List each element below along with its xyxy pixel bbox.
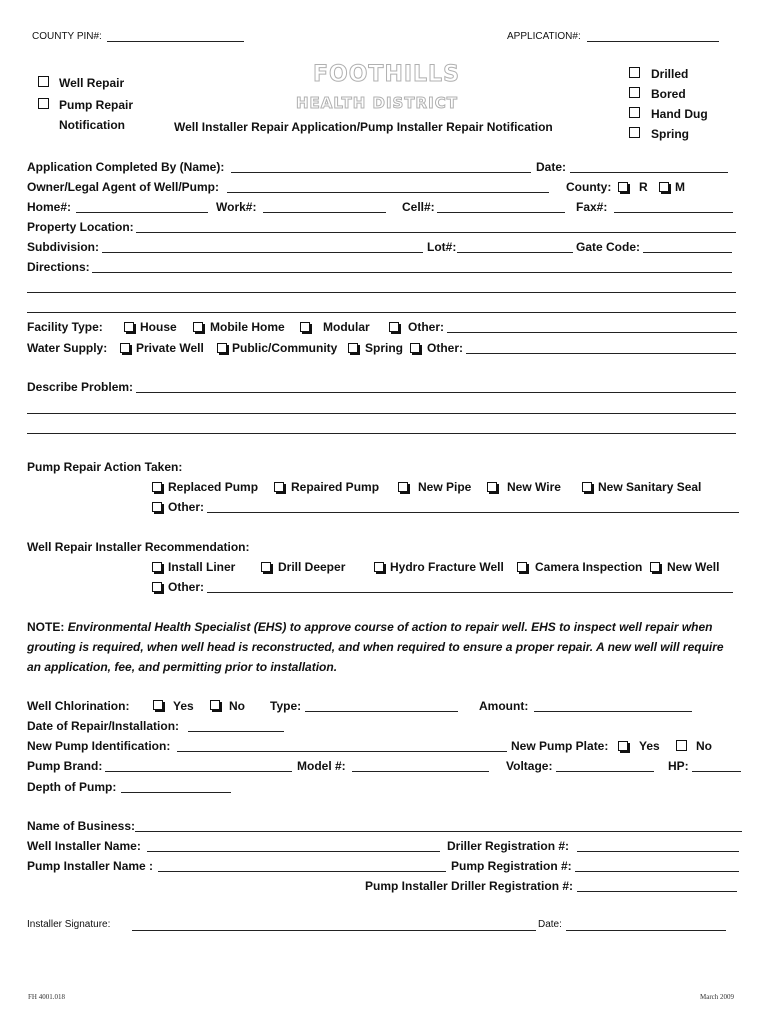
- chlorination-yes-checkbox[interactable]: [153, 700, 163, 710]
- signature-date-field[interactable]: [566, 930, 726, 931]
- county-pin-label: COUNTY PIN#:: [32, 31, 102, 42]
- public-community-label: Public/Community: [232, 341, 338, 355]
- form-title: Well Installer Repair Application/Pump Installer Repair Notification: [174, 120, 553, 134]
- well-recommendation-label: Well Repair Installer Recommendation:: [27, 540, 250, 554]
- model-label: Model #:: [297, 759, 346, 773]
- describe-problem-line-3[interactable]: [27, 433, 736, 434]
- repaired-pump-label: Repaired Pump: [291, 480, 380, 494]
- owner-field[interactable]: [227, 192, 549, 193]
- pump-installer-name-label: Pump Installer Name :: [27, 859, 154, 873]
- depth-of-pump-field[interactable]: [121, 792, 231, 793]
- well-chlorination-label: Well Chlorination:: [27, 699, 130, 713]
- house-label: House: [140, 320, 177, 334]
- camera-inspection-checkbox[interactable]: [517, 562, 527, 572]
- chlorination-amount-field[interactable]: [534, 711, 692, 712]
- pump-repair-checkbox[interactable]: [38, 98, 49, 109]
- install-liner-label: Install Liner: [168, 560, 236, 574]
- facility-type-label: Facility Type:: [27, 320, 103, 334]
- hp-field[interactable]: [692, 771, 741, 772]
- voltage-field[interactable]: [556, 771, 654, 772]
- new-pipe-label: New Pipe: [418, 480, 472, 494]
- hand-dug-label: Hand Dug: [651, 107, 708, 121]
- directions-line-3[interactable]: [27, 312, 736, 313]
- pump-plate-yes-checkbox[interactable]: [618, 741, 628, 751]
- water-other-field[interactable]: [466, 353, 736, 354]
- lot-label: Lot#:: [427, 240, 457, 254]
- well-rec-other-label: Other:: [168, 580, 204, 594]
- date-of-repair-label: Date of Repair/Installation:: [27, 719, 180, 733]
- pump-registration-field[interactable]: [575, 871, 739, 872]
- hand-dug-checkbox[interactable]: [629, 107, 640, 118]
- hydro-fracture-checkbox[interactable]: [374, 562, 384, 572]
- pump-plate-yes-label: Yes: [639, 739, 660, 753]
- facility-other-field[interactable]: [447, 332, 737, 333]
- health-district-logo: HEALTH DISTRICT: [296, 94, 458, 112]
- well-rec-other-field[interactable]: [207, 592, 733, 593]
- date-field[interactable]: [570, 172, 728, 173]
- pump-brand-field[interactable]: [105, 771, 292, 772]
- county-r-checkbox[interactable]: [618, 182, 628, 192]
- pump-repair-label: Pump Repair: [59, 98, 134, 112]
- drilled-checkbox[interactable]: [629, 67, 640, 78]
- gate-code-label: Gate Code:: [576, 240, 641, 254]
- cell-phone-label: Cell#:: [402, 200, 435, 214]
- private-well-label: Private Well: [136, 341, 204, 355]
- new-sanitary-seal-label: New Sanitary Seal: [598, 480, 702, 494]
- modular-label: Modular: [323, 320, 370, 334]
- new-sanitary-seal-checkbox[interactable]: [582, 482, 592, 492]
- directions-line-2[interactable]: [27, 292, 736, 293]
- owner-label: Owner/Legal Agent of Well/Pump:: [27, 180, 220, 194]
- install-liner-checkbox[interactable]: [152, 562, 162, 572]
- repaired-pump-checkbox[interactable]: [274, 482, 284, 492]
- chlorination-no-label: No: [229, 699, 245, 713]
- drilled-label: Drilled: [651, 67, 689, 81]
- application-number-label: APPLICATION#:: [507, 31, 581, 42]
- facility-other-label: Other:: [408, 320, 444, 334]
- replaced-pump-checkbox[interactable]: [152, 482, 162, 492]
- new-well-label: New Well: [667, 560, 720, 574]
- drill-deeper-label: Drill Deeper: [278, 560, 346, 574]
- drill-deeper-checkbox[interactable]: [261, 562, 271, 572]
- business-name-field[interactable]: [135, 831, 742, 832]
- pump-brand-label: Pump Brand:: [27, 759, 103, 773]
- water-spring-checkbox[interactable]: [348, 343, 358, 353]
- pump-installer-driller-registration-field[interactable]: [577, 891, 737, 892]
- cell-phone-field[interactable]: [437, 212, 565, 213]
- pump-action-other-checkbox[interactable]: [152, 502, 162, 512]
- property-location-label: Property Location:: [27, 220, 134, 234]
- house-checkbox[interactable]: [124, 322, 134, 332]
- hydro-fracture-label: Hydro Fracture Well: [390, 560, 504, 574]
- chlorination-type-label: Type:: [270, 699, 302, 713]
- public-community-checkbox[interactable]: [217, 343, 227, 353]
- facility-other-checkbox[interactable]: [389, 322, 399, 332]
- installer-signature-label: Installer Signature:: [27, 919, 111, 930]
- revision-date: March 2009: [700, 993, 735, 1001]
- home-phone-label: Home#:: [27, 200, 72, 214]
- describe-problem-field[interactable]: [136, 392, 736, 393]
- new-pipe-checkbox[interactable]: [398, 482, 408, 492]
- water-other-label: Other:: [427, 341, 463, 355]
- new-pump-id-label: New Pump Identification:: [27, 739, 171, 753]
- replaced-pump-label: Replaced Pump: [168, 480, 259, 494]
- work-phone-label: Work#:: [216, 200, 257, 214]
- hp-label: HP:: [668, 759, 689, 773]
- work-phone-field[interactable]: [263, 212, 386, 213]
- describe-problem-line-2[interactable]: [27, 413, 736, 414]
- lot-field[interactable]: [457, 252, 573, 253]
- mobile-home-checkbox[interactable]: [193, 322, 203, 332]
- bored-label: Bored: [651, 87, 686, 101]
- subdivision-label: Subdivision:: [27, 240, 99, 254]
- gate-code-field[interactable]: [643, 252, 732, 253]
- chlorination-type-field[interactable]: [305, 711, 458, 712]
- county-pin-field[interactable]: [107, 41, 244, 42]
- new-wire-label: New Wire: [507, 480, 561, 494]
- pump-plate-no-checkbox[interactable]: [676, 740, 687, 751]
- chlorination-yes-label: Yes: [173, 699, 194, 713]
- directions-field[interactable]: [92, 272, 732, 273]
- pump-action-label: Pump Repair Action Taken:: [27, 460, 183, 474]
- water-spring-label: Spring: [365, 341, 403, 355]
- mobile-home-label: Mobile Home: [210, 320, 285, 334]
- pump-action-other-label: Other:: [168, 500, 204, 514]
- completed-by-field[interactable]: [231, 172, 531, 173]
- business-name-label: Name of Business:: [27, 819, 136, 833]
- pump-action-other-field[interactable]: [207, 512, 739, 513]
- home-phone-field[interactable]: [76, 212, 208, 213]
- notification-label: Notification: [59, 118, 125, 132]
- model-field[interactable]: [352, 771, 489, 772]
- pump-installer-name-field[interactable]: [158, 871, 446, 872]
- new-wire-checkbox[interactable]: [487, 482, 497, 492]
- describe-problem-label: Describe Problem:: [27, 380, 134, 394]
- water-other-checkbox[interactable]: [410, 343, 420, 353]
- private-well-checkbox[interactable]: [120, 343, 130, 353]
- pump-installer-driller-registration-label: Pump Installer Driller Registration #:: [365, 879, 574, 893]
- camera-inspection-label: Camera Inspection: [535, 560, 643, 574]
- ehs-note: [27, 617, 727, 677]
- property-location-field[interactable]: [136, 232, 736, 233]
- well-installer-name-label: Well Installer Name:: [27, 839, 141, 853]
- depth-of-pump-label: Depth of Pump:: [27, 780, 117, 794]
- county-label: County:: [566, 180, 612, 194]
- date-of-repair-field[interactable]: [188, 731, 284, 732]
- pump-plate-no-label: No: [696, 739, 712, 753]
- new-pump-plate-label: New Pump Plate:: [511, 739, 609, 753]
- driller-registration-label: Driller Registration #:: [447, 839, 570, 853]
- well-rec-other-checkbox[interactable]: [152, 582, 162, 592]
- well-repair-label: Well Repair: [59, 76, 125, 90]
- well-installer-name-field[interactable]: [147, 851, 440, 852]
- chlorination-amount-label: Amount:: [479, 699, 529, 713]
- county-m-checkbox[interactable]: [659, 182, 669, 192]
- county-m-label: M: [675, 180, 685, 194]
- bored-checkbox[interactable]: [629, 87, 640, 98]
- subdivision-field[interactable]: [102, 252, 423, 253]
- application-number-field[interactable]: [587, 41, 719, 42]
- directions-label: Directions:: [27, 260, 90, 274]
- spring-label: Spring: [651, 127, 689, 141]
- foothills-logo: FOOTHILLS: [313, 62, 460, 87]
- water-supply-label: Water Supply:: [27, 341, 108, 355]
- well-repair-checkbox[interactable]: [38, 76, 49, 87]
- signature-date-label: Date:: [538, 919, 562, 930]
- installer-signature-field[interactable]: [132, 930, 536, 931]
- date-label: Date:: [536, 160, 567, 174]
- driller-registration-field[interactable]: [577, 851, 739, 852]
- modular-checkbox[interactable]: [300, 322, 310, 332]
- fax-label: Fax#:: [576, 200, 608, 214]
- note-prefix: NOTE:: [27, 620, 65, 634]
- fax-field[interactable]: [614, 212, 733, 213]
- new-pump-id-field[interactable]: [177, 751, 507, 752]
- voltage-label: Voltage:: [506, 759, 553, 773]
- note-text: Environmental Health Specialist (EHS) to approve course of action to repair well. EHS to inspect well repair when grouting is required, when well head is reconstructed, and when required to ensure a proper repair. A new well will require an application, fee, and permitting prior to installation.: [27, 620, 724, 674]
- pump-registration-label: Pump Registration #:: [451, 859, 572, 873]
- chlorination-no-checkbox[interactable]: [210, 700, 220, 710]
- county-r-label: R: [639, 180, 648, 194]
- spring-checkbox[interactable]: [629, 127, 640, 138]
- form-id: FH 4001.018: [28, 993, 65, 1001]
- completed-by-label: Application Completed By (Name):: [27, 160, 225, 174]
- new-well-checkbox[interactable]: [650, 562, 660, 572]
